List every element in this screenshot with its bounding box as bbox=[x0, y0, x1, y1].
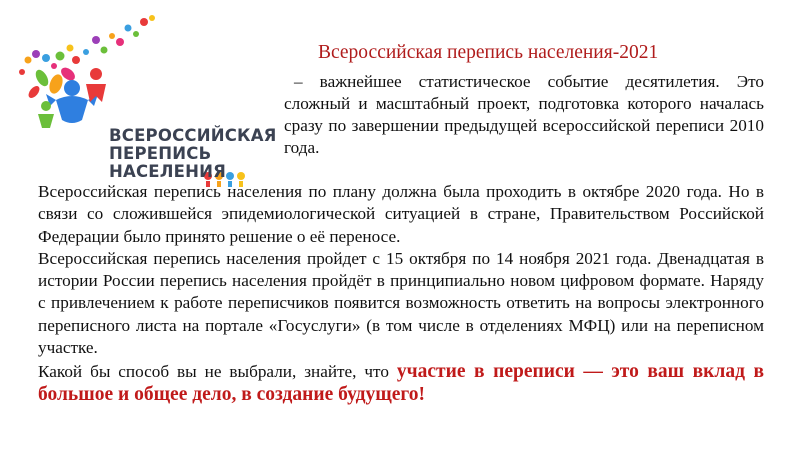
call-to-action-highlight: участие в переписи — это ваш вклад в большое и общее дело, в создание будущего! bbox=[38, 361, 765, 405]
paragraph-postponement: Всероссийская перепись населения по плану должна была проходить в октябре 2020 года. Но в связи со сложившейся эпидемиологической ситуацией в стране, Правительством Российской Федерации было принято решение о её переносе. bbox=[38, 182, 764, 246]
logo-text-line1: ВСЕРОССИЙСКАЯ bbox=[109, 126, 277, 145]
body-text bbox=[38, 181, 764, 406]
intro-paragraph: – важнейшее статистическое событие десятилетия. Это сложный и масштабный проект, подготовка которого началась сразу по завершении предыдущей всероссийской переписи 2010 года. bbox=[284, 72, 764, 157]
paragraph-call-to-action bbox=[38, 361, 764, 406]
logo-text-line2: ПЕРЕПИСЬ bbox=[109, 144, 212, 163]
paragraph-schedule: Всероссийская перепись населения пройдет с 15 октября по 14 ноября 2021 года. Двенадцатая в истории России перепись населения пройдёт в принципиально новом цифровом формате. Наряду с привлечением к работе переписчиков появится возможность ответить на вопросы электронного переписного листа на портале «Госуслуги» (в том числе в отделениях МФЦ) или на переписном участке. bbox=[38, 248, 764, 358]
slide-title: Всероссийская перепись населения-2021 bbox=[318, 42, 659, 63]
census-logo bbox=[16, 14, 277, 190]
call-to-action-lead: Какой бы способ вы не выбрали, знайте, что bbox=[38, 362, 397, 382]
logo-text-line3: НАСЕЛЕНИЯ bbox=[109, 162, 227, 181]
